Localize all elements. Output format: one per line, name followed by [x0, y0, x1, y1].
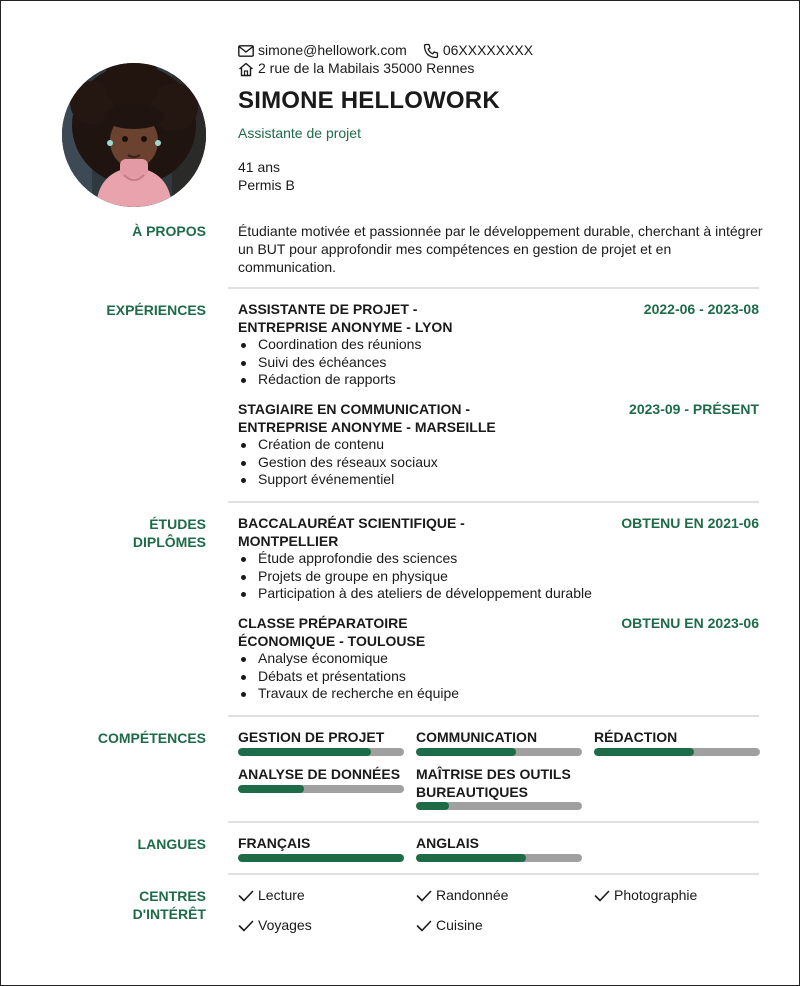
section-label-about: À PROPOS [132, 223, 206, 239]
bullet-item: Coordination des réunions [238, 336, 759, 354]
skill-bar-fill [594, 748, 694, 756]
skill-bar [238, 785, 404, 793]
checkmark-icon [238, 890, 254, 902]
about-text: Étudiante motivée et passionnée par le développement durable, cherchant à intégrer un BUT pour approfondir mes compétences en gestion de projet et en communication. [238, 223, 763, 275]
entry-bullets [238, 336, 759, 389]
entry-title: STAGIAIRE EN COMMUNICATION - ENTREPRISE ANONYME - MARSEILLE [238, 401, 496, 435]
section-label-skills: COMPÉTENCES [97, 730, 206, 746]
section-label-languages: LANGUES [137, 836, 206, 852]
bullet-item: Support événementiel [238, 471, 759, 489]
phone-item[interactable] [423, 42, 533, 60]
entry-date: OBTENU EN 2023-06 [621, 615, 759, 631]
skill-item [594, 729, 760, 756]
education-entry [238, 515, 759, 603]
skill-bar-fill [416, 748, 516, 756]
bullet-item: Participation à des ateliers de développement durable [238, 585, 759, 603]
email-text[interactable]: simone@hellowork.com [258, 42, 407, 59]
language-bar [416, 854, 582, 862]
checkmark-icon [416, 890, 432, 902]
address-item [238, 60, 474, 78]
language-bar [238, 854, 404, 862]
checkmark-icon [594, 890, 610, 902]
experience-entry [238, 401, 759, 489]
entry-bullets [238, 550, 759, 603]
skill-name: RÉDACTION [594, 729, 678, 745]
skill-name: ANALYSE DE DONNÉES [238, 766, 401, 782]
section-label-experiences: EXPÉRIENCES [106, 302, 206, 318]
entry-bullets [238, 436, 759, 489]
candidate-role: Assistante de projet [238, 125, 361, 141]
divider [228, 287, 759, 289]
bullet-item: Travaux de recherche en équipe [238, 685, 759, 703]
entry-title: CLASSE PRÉPARATOIRE ÉCONOMIQUE - TOULOUSE [238, 615, 426, 649]
entry-date: 2022-06 - 2023-08 [643, 301, 759, 317]
bullet-item: Gestion des réseaux sociaux [238, 454, 759, 472]
address-text: 2 rue de la Mabilais 35000 Rennes [258, 60, 475, 77]
divider [228, 715, 759, 717]
envelope-icon [238, 45, 254, 57]
section-label-line: D'INTÉRÊT [132, 906, 206, 922]
contact-row-1 [238, 42, 549, 60]
language-item [238, 835, 404, 862]
interest-item [238, 917, 312, 935]
entry-date: 2023-09 - PRÉSENT [629, 401, 759, 417]
entry-date: OBTENU EN 2021-06 [621, 515, 759, 531]
education-entry [238, 615, 759, 703]
skill-name: GESTION DE PROJET [238, 729, 385, 745]
checkmark-icon [416, 920, 432, 932]
entry-bullets [238, 650, 759, 703]
skill-bar [416, 748, 582, 756]
profile-photo [62, 63, 206, 207]
section-label-line: CENTRES [139, 888, 206, 904]
interest-item [416, 917, 483, 935]
bullet-item: Débats et présentations [238, 668, 759, 686]
bullet-item: Analyse économique [238, 650, 759, 668]
skill-bar-fill [416, 802, 449, 810]
language-name: FRANÇAIS [238, 835, 311, 851]
interest-item [416, 887, 508, 905]
section-label-line: ÉTUDES [149, 516, 206, 532]
entry-title: BACCALAURÉAT SCIENTIFIQUE - MONTPELLIER [238, 515, 465, 549]
checkmark-icon [238, 920, 254, 932]
interest-label: Photographie [614, 887, 698, 903]
section-label-line: DIPLÔMES [132, 534, 206, 550]
home-icon [238, 62, 254, 77]
experience-entry [238, 301, 759, 389]
candidate-age: 41 ans [238, 159, 281, 175]
section-label-education [41, 515, 206, 551]
divider [228, 501, 759, 503]
skill-item [238, 766, 404, 793]
interest-item [238, 887, 305, 905]
skill-item [416, 729, 582, 756]
phone-icon [423, 43, 439, 59]
bullet-item: Projets de groupe en physique [238, 568, 759, 586]
language-bar-fill [416, 854, 526, 862]
skill-item [238, 729, 404, 756]
skill-bar [594, 748, 760, 756]
bullet-item: Création de contenu [238, 436, 759, 454]
contact-row-2 [238, 60, 549, 78]
phone-text[interactable]: 06XXXXXXXX [442, 42, 534, 59]
candidate-license: Permis B [238, 177, 295, 193]
skill-name: COMMUNICATION [416, 729, 538, 745]
interest-label: Lecture [258, 887, 305, 903]
interest-label: Randonnée [436, 887, 509, 903]
divider [228, 873, 759, 875]
interest-label: Voyages [258, 917, 312, 933]
language-name: ANGLAIS [416, 835, 479, 851]
skill-bar [416, 802, 582, 810]
skill-bar-fill [238, 748, 371, 756]
interest-item [594, 887, 697, 905]
candidate-meta [238, 159, 295, 195]
interest-label: Cuisine [436, 917, 483, 933]
bullet-item: Rédaction de rapports [238, 371, 759, 389]
language-bar-fill [238, 854, 404, 862]
section-label-interests [41, 887, 206, 923]
divider [228, 821, 759, 823]
skill-bar [238, 748, 404, 756]
skill-item [416, 766, 582, 810]
email-item[interactable] [238, 42, 407, 60]
skill-name: MAÎTRISE DES OUTILS BUREAUTIQUES [416, 766, 571, 800]
entry-title: ASSISTANTE DE PROJET - ENTREPRISE ANONYME - LYON [238, 301, 453, 335]
bullet-item: Suivi des échéances [238, 354, 759, 372]
candidate-name: SIMONE HELLOWORK [238, 87, 500, 114]
skill-bar-fill [238, 785, 304, 793]
bullet-item: Étude approfondie des sciences [238, 550, 759, 568]
language-item [416, 835, 582, 862]
contact-block [238, 42, 549, 78]
